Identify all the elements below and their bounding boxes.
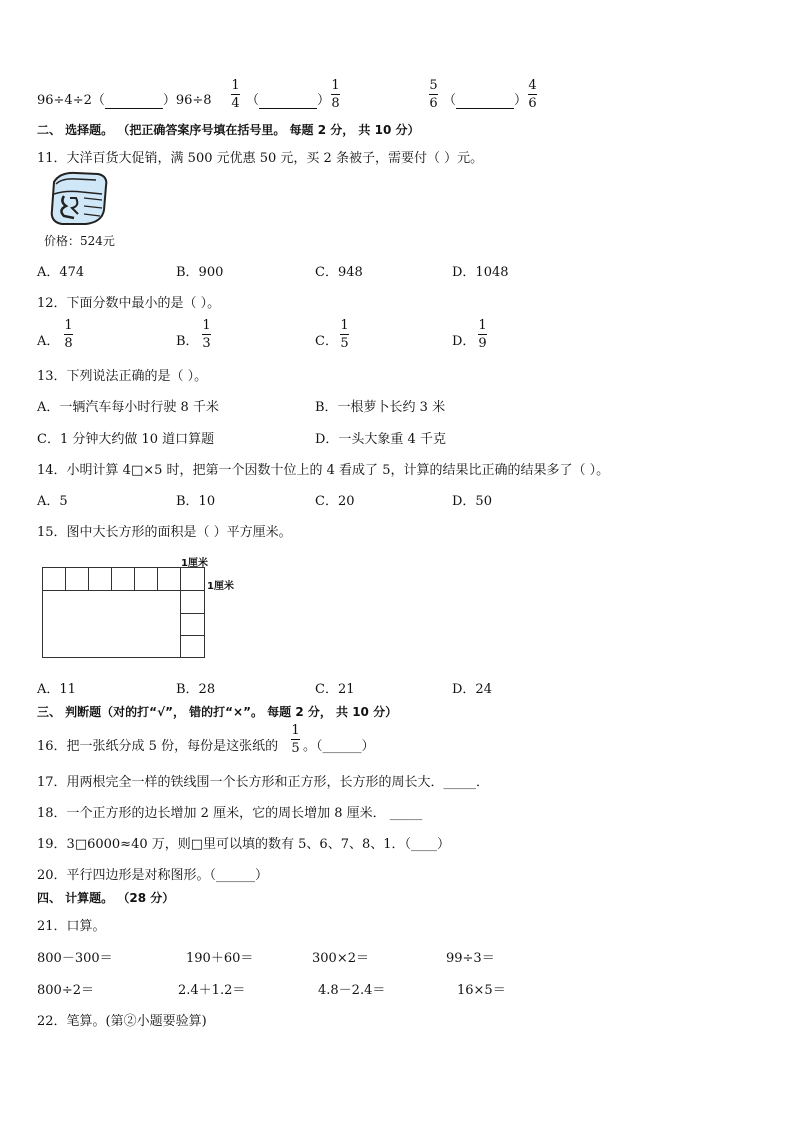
- answer-blank[interactable]: [105, 93, 163, 109]
- q13-option-a[interactable]: A．一辆汽车每小时行驶 8 千米: [37, 400, 219, 415]
- q21-item: 99÷3＝: [446, 951, 495, 966]
- q18-text: 18．一个正方形的边长增加 2 厘米，它的周长增加 8 厘米． _____: [37, 806, 423, 821]
- q14-option-b[interactable]: B．10: [176, 494, 216, 509]
- grid-cell: [180, 567, 205, 591]
- q16-text-after[interactable]: 。（______）: [303, 739, 375, 754]
- q14-text: 14．小明计算 4□×5 时，把第一个因数十位上的 4 看成了 5，计算的结果比正确的结果多了（ ）。: [37, 463, 610, 478]
- q11-text: 11．大洋百货大促销，满 500 元优惠 50 元，买 2 条被子，需要付（ ）元。: [37, 151, 484, 166]
- q12-option-d[interactable]: D．: [452, 334, 476, 349]
- q17-text: 17．用两根完全一样的铁线围一个长方形和正方形，长方形的周长大．_____．: [37, 775, 490, 790]
- grid-cell: [180, 613, 205, 636]
- q21-item: 2.4＋1.2＝: [178, 983, 246, 998]
- q20-text: 20．平行四边形是对称图形。（______）: [37, 868, 269, 883]
- grid-cell: [42, 567, 66, 591]
- q13-text: 13．下列说法正确的是（ ）。: [37, 369, 208, 384]
- fraction-1-4: 1 4: [231, 78, 240, 111]
- grid-cell: [111, 567, 135, 591]
- q15-text: 15．图中大长方形的面积是（ ）平方厘米。: [37, 525, 292, 540]
- q11-option-a[interactable]: A．474: [37, 265, 85, 280]
- compare-item-2-blank: （ ）: [246, 93, 331, 108]
- q12-fraction-a: 1 8: [64, 318, 73, 351]
- section-3-title: 三、 判断题（对的打“√”， 错的打“×”。 每题 2 分， 共 10 分）: [37, 705, 398, 719]
- fraction-1-8: 1 8: [331, 78, 340, 111]
- q12-option-a[interactable]: A．: [37, 334, 60, 349]
- q15-option-a[interactable]: A．11: [37, 682, 76, 697]
- q21-item: 4.8－2.4＝: [318, 983, 386, 998]
- q15-option-d[interactable]: D．24: [452, 682, 492, 697]
- q13-option-d[interactable]: D．一头大象重 4 千克: [315, 432, 446, 447]
- section-4-title: 四、 计算题。 （28 分）: [37, 891, 175, 905]
- q16-fraction: 1 5: [291, 723, 300, 756]
- grid-cell: [88, 567, 112, 591]
- grid-cell: [157, 567, 181, 591]
- q22-text: 22．笔算。(第②小题要验算): [37, 1014, 207, 1029]
- quilt-image: [46, 170, 112, 232]
- q11-option-c[interactable]: C．948: [315, 265, 363, 280]
- q14-option-a[interactable]: A．5: [37, 494, 68, 509]
- q12-fraction-c: 1 5: [340, 318, 349, 351]
- q12-option-b[interactable]: B．: [176, 334, 199, 349]
- q11-option-b[interactable]: B．900: [176, 265, 224, 280]
- grid-cell: [65, 567, 89, 591]
- q12-option-c[interactable]: C．: [315, 334, 338, 349]
- compare-1-right: ）96÷8: [162, 93, 212, 108]
- q12-text: 12．下面分数中最小的是（ ）。: [37, 296, 221, 311]
- q15-label-side: 1厘米: [207, 581, 234, 592]
- q19-text: 19．3□6000≈40 万，则□里可以填的数有 5、6、7、8、1．（____）: [37, 837, 451, 852]
- q12-fraction-d: 1 9: [478, 318, 487, 351]
- q21-item: 800÷2＝: [37, 983, 94, 998]
- q21-text: 21．口算。: [37, 919, 106, 934]
- q11-price: 价格：524元: [44, 234, 115, 248]
- section-2-title: 二、 选择题。 （把正确答案序号填在括号里。 每题 2 分， 共 10 分）: [37, 123, 420, 137]
- q13-option-b[interactable]: B．一根萝卜长约 3 米: [315, 400, 446, 415]
- q13-option-c[interactable]: C．1 分钟大约做 10 道口算题: [37, 432, 215, 447]
- q15-label-top: 1厘米: [181, 558, 208, 569]
- grid-cell: [180, 635, 205, 658]
- q11-option-d[interactable]: D．1048: [452, 265, 509, 280]
- q21-item: 300×2＝: [312, 951, 369, 966]
- grid-cell: [134, 567, 158, 591]
- q14-option-c[interactable]: C．20: [315, 494, 355, 509]
- grid-cell: [180, 590, 205, 614]
- q21-item: 16×5＝: [457, 983, 506, 998]
- q16-text-before: 16．把一张纸分成 5 份，每份是这张纸的: [37, 739, 279, 754]
- q14-option-d[interactable]: D．50: [452, 494, 492, 509]
- q21-item: 190＋60＝: [186, 951, 254, 966]
- q21-item: 800－300＝: [37, 951, 113, 966]
- q12-fraction-b: 1 3: [202, 318, 211, 351]
- fraction-4-6: 4 6: [528, 78, 537, 111]
- q15-option-c[interactable]: C．21: [315, 682, 355, 697]
- fraction-5-6: 5 6: [429, 78, 438, 111]
- compare-item-1: [37, 89, 212, 109]
- compare-item-3-blank: （ ）: [443, 93, 528, 108]
- compare-1-left: 96÷4÷2（: [37, 93, 105, 108]
- q15-option-b[interactable]: B．28: [176, 682, 216, 697]
